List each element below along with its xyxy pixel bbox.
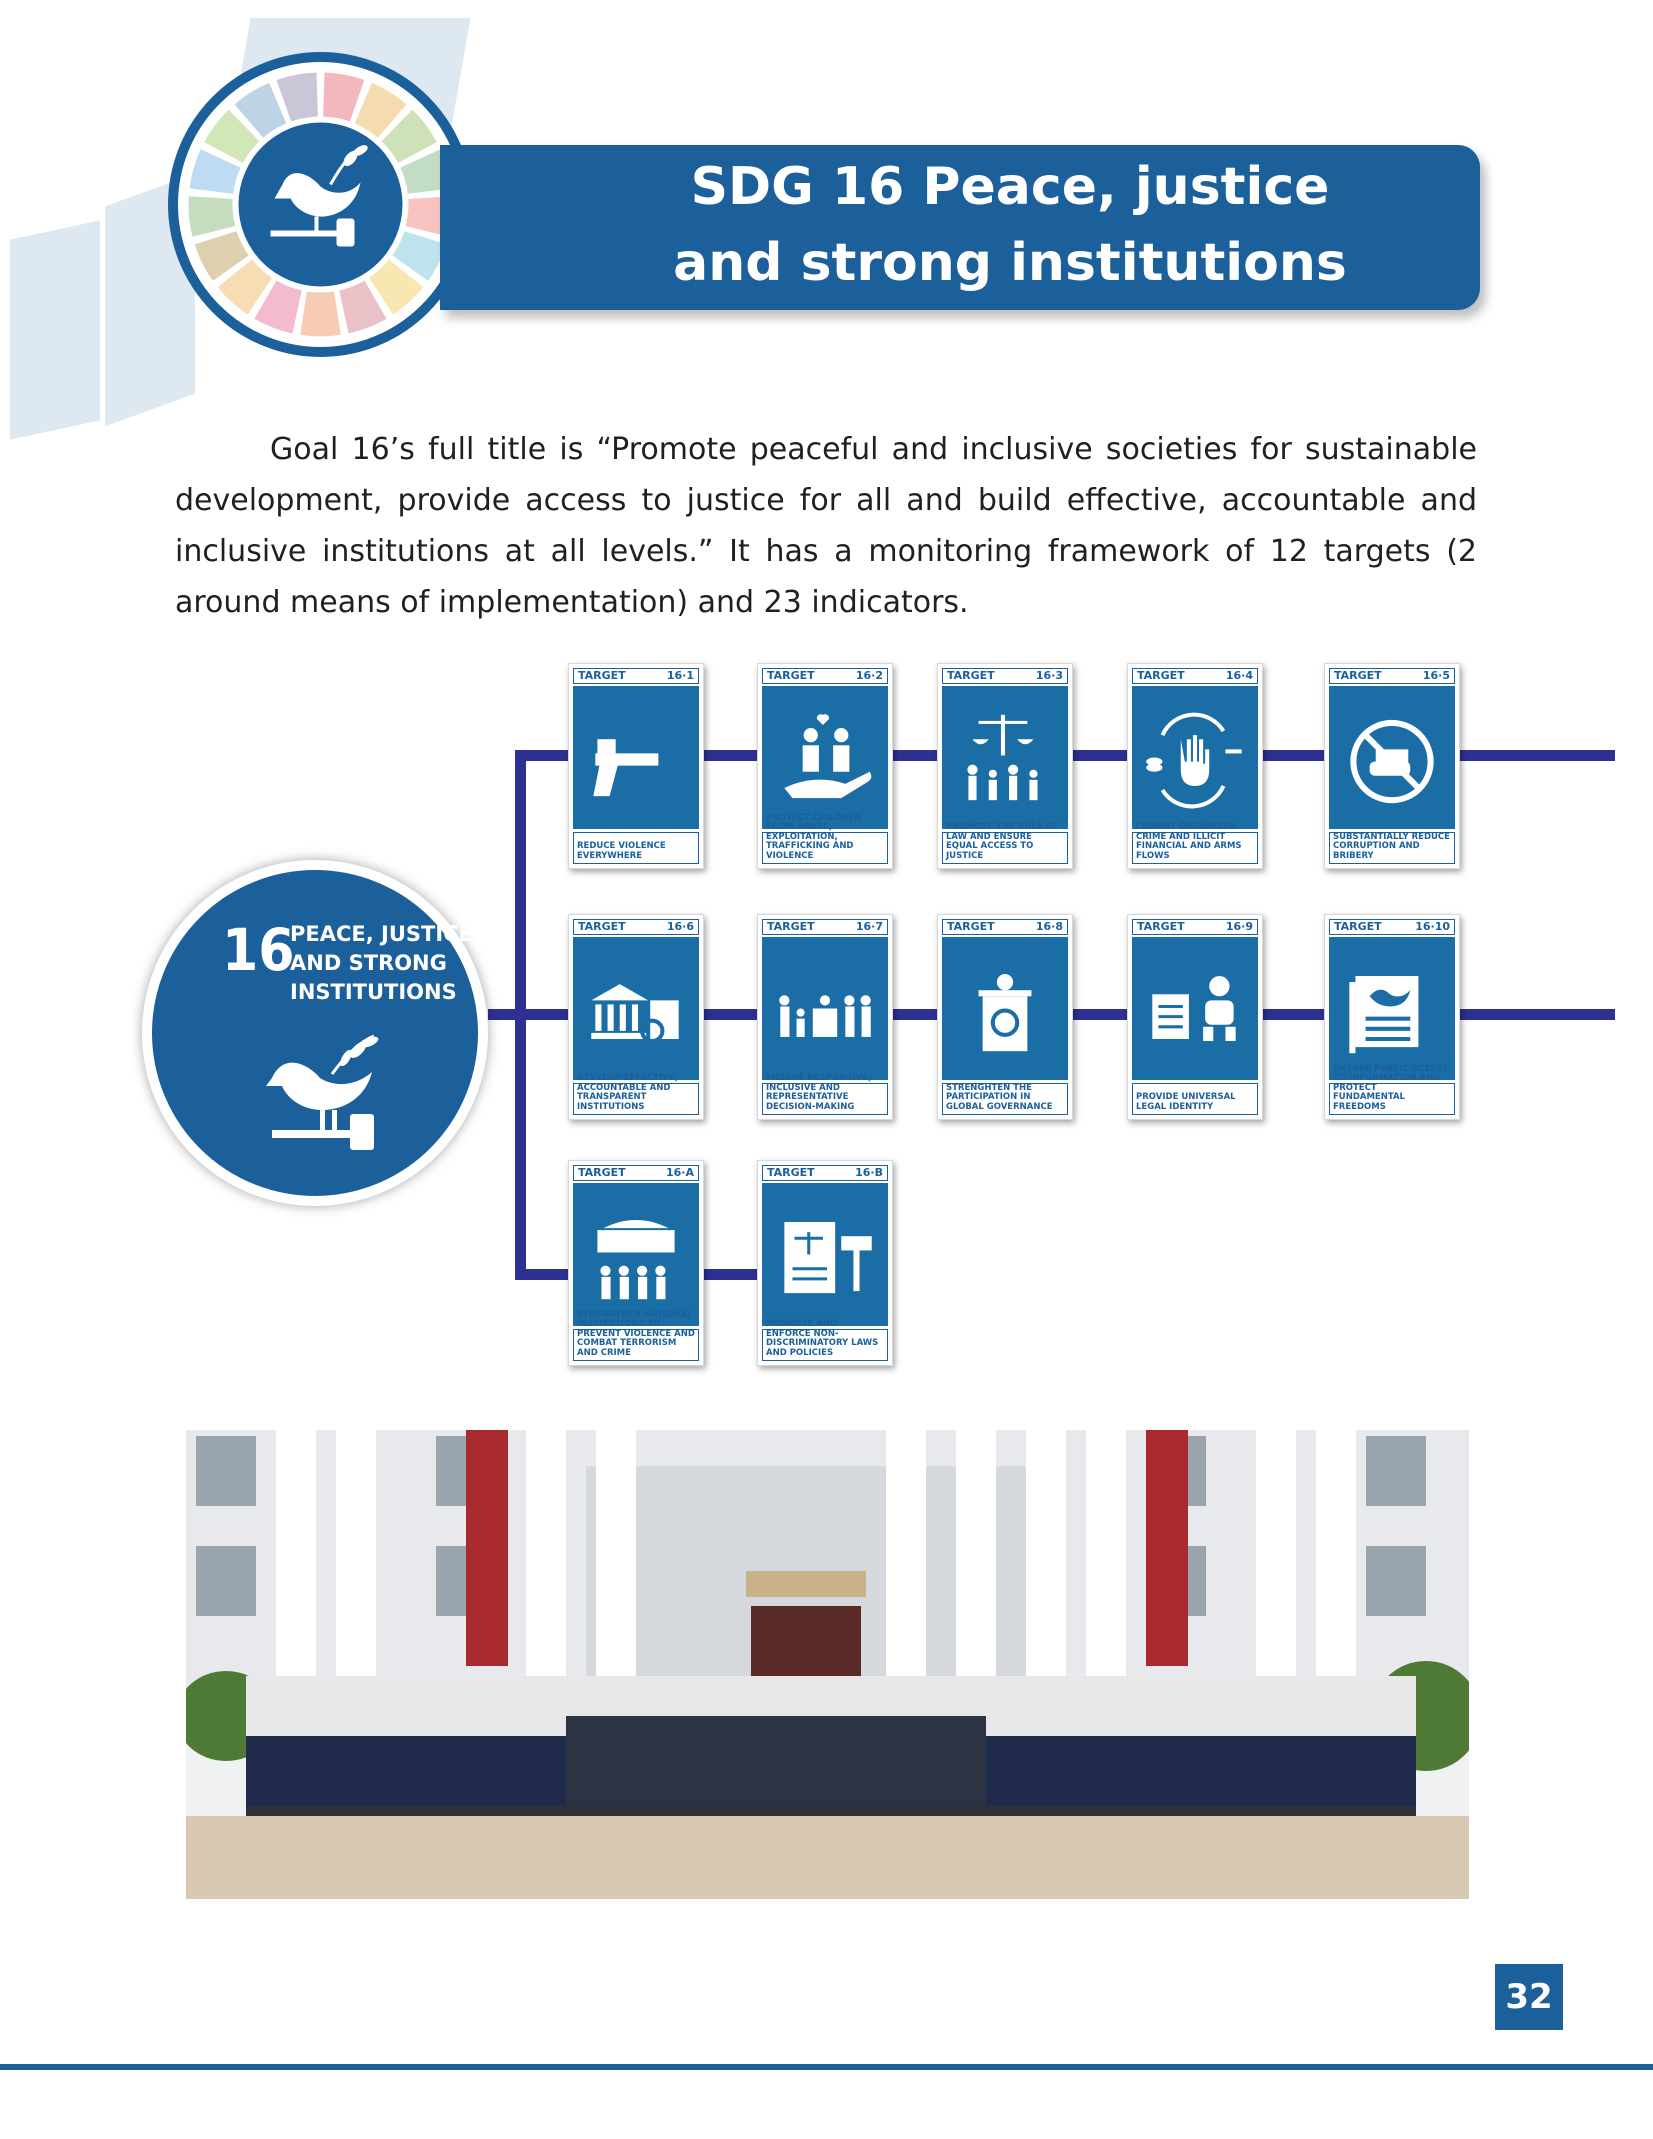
target-description: [1329, 832, 1455, 864]
goal-title-line: PEACE, JUSTICE: [290, 922, 473, 946]
target-description: [1132, 822, 1258, 864]
protected-children-icon: [762, 686, 888, 829]
target-label: TARGET: [767, 1166, 815, 1179]
target-description-text: DEVELOP EFFECTIVE, ACCOUNTABLE AND TRANSPARENT INSTITUTIONS: [577, 1073, 678, 1112]
target-description-text: PROVIDE UNIVERSAL LEGAL IDENTITY: [1136, 1092, 1236, 1112]
target-card: [937, 663, 1073, 869]
globe-podium-icon: [942, 937, 1068, 1080]
target-header: [942, 919, 1068, 935]
dove-document-icon: [1329, 937, 1455, 1080]
law-gavel-icon: [762, 1183, 888, 1326]
parliament-people-icon: [573, 1183, 699, 1326]
target-label: TARGET: [947, 920, 995, 933]
target-description-text: PROTECT CHILDREN FROM ABUSE, EXPLOITATION, TRAFFICKING AND VIOLENCE: [766, 812, 862, 861]
target-header: [762, 668, 888, 684]
no-bribery-icon: [1329, 686, 1455, 829]
target-number: 16·1: [666, 669, 694, 682]
wheel-segment: [277, 73, 318, 122]
goal-16-badge: [142, 860, 488, 1206]
target-label: TARGET: [1137, 669, 1185, 682]
target-header: [942, 668, 1068, 684]
target-description-text: PROMOTE AND ENFORCE NON-DISCRIMINATORY LAWS AND POLICIES: [766, 1319, 879, 1358]
footer-rule: [0, 2064, 1653, 2070]
target-description: [573, 1309, 699, 1361]
target-description: [1329, 1063, 1455, 1115]
group-photo-image: [186, 1416, 1469, 1899]
target-label: TARGET: [578, 920, 626, 933]
wheel-segment: [300, 291, 341, 336]
target-description-text: SUBSTANTIALLY REDUCE CORRUPTION AND BRIBERY: [1333, 831, 1450, 861]
target-header: [1329, 919, 1455, 935]
goal-title-line: AND STRONG: [290, 951, 447, 975]
target-description-text: STRENGHTEN THE PARTICIPATION IN GLOBAL GOVERNANCE: [946, 1082, 1053, 1112]
target-description: [762, 1073, 888, 1115]
target-number: 16·A: [666, 1166, 694, 1179]
target-description-text: PROMOTE THE RULE OF LAW AND ENSURE EQUAL ACCESS TO JUSTICE: [946, 822, 1059, 861]
target-card: [757, 663, 893, 869]
title-banner: [440, 145, 1480, 310]
target-description-text: ENSURE RESPONSIVE, INCLUSIVE AND REPRESENTATIVE DECISION-MAKING: [766, 1073, 872, 1112]
target-number: 16·6: [666, 920, 694, 933]
target-description: [573, 1073, 699, 1115]
target-card: [757, 1160, 893, 1366]
target-description-text: ENSURE PUBLIC ACCESS TO INFORMATION AND PROTECT FUNDAMENTAL FREEDOMS: [1333, 1063, 1449, 1112]
target-header: [573, 919, 699, 935]
gun-icon: [573, 686, 699, 829]
dove-gavel-icon: [262, 1030, 402, 1150]
target-label: TARGET: [578, 669, 626, 682]
wheel-segment: [188, 196, 235, 237]
intro-paragraph: [175, 424, 1477, 628]
target-description: [942, 1083, 1068, 1115]
target-card: [568, 663, 704, 869]
sdg-wheel-logo: [168, 52, 473, 357]
target-header: [762, 1165, 888, 1181]
target-number: 16·4: [1225, 669, 1253, 682]
target-label: TARGET: [1334, 669, 1382, 682]
target-number: 16·B: [855, 1166, 883, 1179]
target-description: [1132, 1083, 1258, 1115]
target-description: [762, 812, 888, 864]
target-number: 16·3: [1035, 669, 1063, 682]
target-description-text: REDUCE VIOLENCE EVERYWHERE: [577, 841, 666, 861]
target-number: 16·5: [1422, 669, 1450, 682]
target-description: [762, 1319, 888, 1361]
target-label: TARGET: [1137, 920, 1185, 933]
target-header: [1132, 668, 1258, 684]
target-header: [573, 668, 699, 684]
target-card: [1324, 914, 1460, 1120]
target-number: 16·7: [855, 920, 883, 933]
target-label: TARGET: [767, 669, 815, 682]
target-header: [1329, 668, 1455, 684]
target-number: 16·8: [1035, 920, 1063, 933]
target-label: TARGET: [947, 669, 995, 682]
target-label: TARGET: [578, 1166, 626, 1179]
page-title-line-2: and strong institutions: [673, 233, 1347, 293]
target-label: TARGET: [1334, 920, 1382, 933]
target-description: [573, 832, 699, 864]
target-description: [942, 822, 1068, 864]
people-podium-icon: [762, 937, 888, 1080]
target-card: [1127, 914, 1263, 1120]
decorative-fan: [10, 220, 100, 439]
group-photo: [186, 1416, 1469, 1899]
stop-hand-icon: [1132, 686, 1258, 829]
target-card: [937, 914, 1073, 1120]
goal-title-line: INSTITUTIONS: [290, 980, 457, 1004]
intro-text: Goal 16’s full title is “Promote peaceful and inclusive societies for sustainable development, provide access to justice for all and build effective, accountable and inclusive institutions at all levels.” It has a monitoring framework of 12 targets (2 around means of implementation) and 23 indicators.: [175, 432, 1477, 620]
target-header: [1132, 919, 1258, 935]
baby-document-icon: [1132, 937, 1258, 1080]
target-number: 16·9: [1225, 920, 1253, 933]
target-card: [568, 914, 704, 1120]
target-number: 16·2: [855, 669, 883, 682]
target-description-text: COMBAT ORGANIZED CRIME AND ILLICIT FINANCIAL AND ARMS FLOWS: [1136, 822, 1242, 861]
target-card: [1127, 663, 1263, 869]
page-number: 32: [1495, 1964, 1563, 2030]
wheel-segment: [323, 73, 364, 122]
page-title-line-1: SDG 16 Peace, justice: [690, 157, 1330, 217]
target-number: 16·10: [1415, 920, 1450, 933]
target-header: [573, 1165, 699, 1181]
target-description-text: STRENGTHEN NATIONAL INSTITUTIONS TO PREVENT VIOLENCE AND COMBAT TERRORISM AND CRIME: [577, 1309, 695, 1358]
target-card: [757, 914, 893, 1120]
target-card: [568, 1160, 704, 1366]
scales-family-icon: [942, 686, 1068, 829]
target-label: TARGET: [767, 920, 815, 933]
target-header: [762, 919, 888, 935]
sdg-wheel-icon: [178, 62, 463, 347]
goal-number: 16: [222, 916, 295, 984]
institution-search-icon: [573, 937, 699, 1080]
target-card: [1324, 663, 1460, 869]
